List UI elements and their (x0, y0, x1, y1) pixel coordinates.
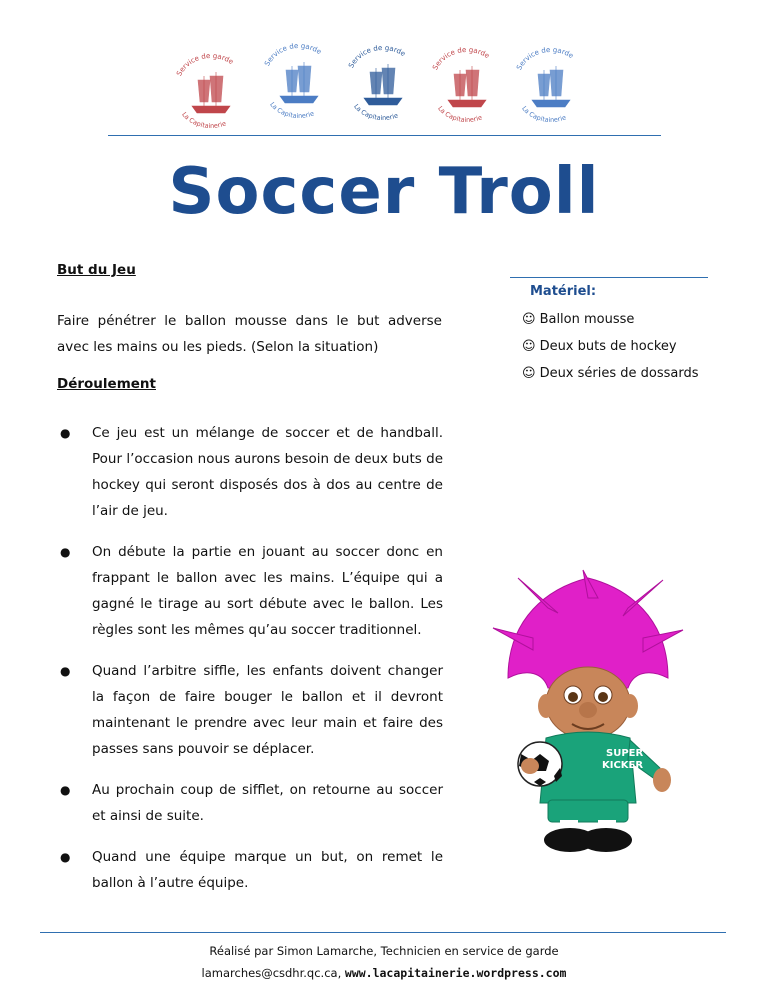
procedure-heading: Déroulement (57, 376, 156, 392)
procedure-step (57, 777, 443, 829)
smiley-icon: ☺ (522, 312, 536, 327)
logo-bottom-text: La Capitainerie (436, 104, 484, 125)
bullet-icon: ● (60, 664, 71, 678)
bullet-icon: ● (60, 783, 71, 797)
logo-top-text: Service de garde (263, 41, 323, 68)
smiley-icon: ☺ (522, 339, 536, 354)
logo-bottom-text: La Capitainerie (352, 102, 400, 123)
logo-top-text: Service de garde (347, 43, 407, 70)
bullet-icon: ● (60, 545, 71, 559)
material-item (522, 333, 699, 360)
procedure-step-text: Quand l’arbitre siffle, les enfants doivent changer la façon de faire bouger le ballon et il devront maintenant le prendre avec leur main et faire des passes sans pouvoir se déplacer. (92, 663, 443, 757)
capitainerie-logo (258, 40, 340, 122)
logo-top-text: Service de garde (515, 45, 575, 72)
procedure-step-text: Au prochain coup de sifflet, on retourne au soccer et ainsi de suite. (92, 782, 443, 824)
footer-divider (40, 932, 726, 933)
material-item-label: Ballon mousse (539, 312, 635, 327)
shirt-text-2: KICKER (602, 760, 644, 771)
goal-text: Faire pénétrer le ballon mousse dans le but adverse avec les mains ou les pieds. (Selon la situation) (57, 313, 442, 355)
footer-credit: Réalisé par Simon Lamarche, Technicien en service de garde (209, 944, 559, 958)
logo-bottom-text: La Capitainerie (180, 110, 228, 131)
capitainerie-logo (426, 44, 508, 126)
procedure-step (57, 539, 443, 643)
smiley-icon: ☺ (522, 366, 536, 381)
footer-website-link[interactable]: www.lacapitainerie.wordpress.com (344, 966, 567, 980)
material-item (522, 360, 699, 387)
header-divider (108, 135, 661, 136)
materials-divider (510, 277, 708, 278)
footer-email[interactable]: lamarches@csdhr.qc.ca, (201, 966, 342, 980)
capitainerie-logo (342, 42, 424, 124)
procedure-step-text: Quand une équipe marque un but, on remet le ballon à l’autre équipe. (92, 849, 443, 891)
material-item (522, 306, 699, 333)
shirt-text-1: SUPER (606, 748, 644, 759)
bullet-icon: ● (60, 426, 71, 440)
procedure-step (57, 658, 443, 762)
footer-contact (0, 966, 768, 980)
bullet-icon: ● (60, 850, 71, 864)
page-title: Soccer Troll (168, 155, 600, 229)
procedure-step (57, 420, 443, 524)
logo-top-text: Service de garde (175, 51, 235, 78)
capitainerie-logo (510, 44, 592, 126)
procedure-list (57, 420, 443, 911)
troll-image (488, 568, 688, 868)
capitainerie-logo (170, 50, 252, 132)
logo-bottom-text: La Capitainerie (268, 100, 316, 121)
goal-heading: But du Jeu (57, 262, 136, 278)
material-item-label: Deux séries de dossards (539, 366, 699, 381)
procedure-step-text: On débute la partie en jouant au soccer donc en frappant le ballon avec les mains. L’équipe qui a gagné le tirage au sort débute avec le ballon. Les règles sont les mêmes qu’au soccer traditionnel. (92, 544, 443, 638)
material-item-label: Deux buts de hockey (539, 339, 677, 354)
procedure-step-text: Ce jeu est un mélange de soccer et de handball. Pour l’occasion nous aurons besoin de deux buts de hockey qui seront disposés dos à dos au centre de l’air de jeu. (92, 425, 443, 519)
logo-top-text: Service de garde (431, 45, 491, 72)
logo-banner (170, 40, 590, 135)
logo-bottom-text: La Capitainerie (520, 104, 568, 125)
materials-heading: Matériel: (530, 284, 597, 299)
procedure-step (57, 844, 443, 896)
materials-list (522, 306, 699, 387)
